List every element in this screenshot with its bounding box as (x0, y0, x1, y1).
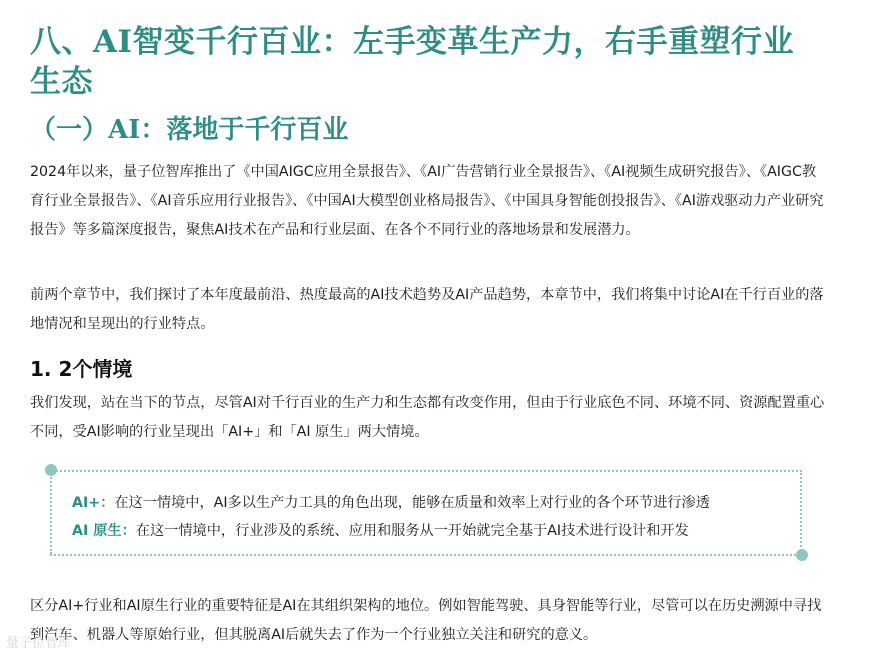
callout-border-bottom (50, 554, 800, 556)
ai-native-label: AI 原生： (72, 523, 136, 539)
ai-native-text: 在这一情境中，行业涉及的系统、应用和服务从一开始就完全基于AI技术进行设计和开发 (135, 523, 689, 539)
section-heading: （一）AI：落地于千行百业 (30, 115, 349, 145)
scenarios-paragraph: 我们发现，站在当下的节点，尽管AI对千行百业的生产力和生态都有改变作用，但由于行业底色不同、环境不同、资源配置重心不同，受AI影响的行业呈现出「AI+」和「AI 原生」两大情境。 (30, 395, 825, 440)
callout-border-right (800, 470, 802, 554)
callout-dot-bottom-right (796, 549, 808, 561)
callout-border-left (50, 470, 52, 554)
distinction-paragraph: 区分AI+行业和AI原生行业的重要特征是AI在其组织架构的地位。例如智能驾驶、具身智能等行业，尽管可以在历史溯源中寻找到汽车、机器人等原始行业，但其脱离AI后就失去了作为一个行业独立关注和研究的意义。 (30, 598, 822, 643)
ai-plus-label: AI+： (72, 495, 115, 511)
watermark: 量子位智库 (6, 636, 72, 651)
ai-plus-text: 在这一情境中，AI多以生产力工具的角色出现，能够在质量和效率上对行业的各个环节进行渗透 (114, 495, 710, 511)
callout-border-top (52, 470, 802, 472)
callout-ai-plus (72, 490, 710, 516)
callout-box (50, 470, 802, 556)
callout-dot-top-left (45, 464, 57, 476)
chapter-paragraph: 前两个章节中，我们探讨了本年度最前沿、热度最高的AI技术趋势及AI产品趋势，本章节中，我们将集中讨论AI在千行百业的落地情况和呈现出的行业特点。 (30, 287, 824, 332)
intro-paragraph: 2024年以来，量子位智库推出了《中国AIGC应用全景报告》、《AI广告营销行业全景报告》、《AI视频生成研究报告》、《AIGC教育行业全景报告》、《AI音乐应用行业报告》、《中国AI大模型创业格局报告》、《中国具身智能创投报告》、《AI游戏驱动力产业研究报告》等多篇深度报告，聚焦AI技术在产品和行业层面、在各个不同行业的落地场景和发展潜力。 (30, 164, 824, 238)
subsection-heading: 1. 2个情境 (30, 357, 133, 381)
chapter-heading: 八、AI智变千行百业：左手变革生产力，右手重塑行业生态 (30, 24, 795, 100)
callout-ai-native (72, 518, 689, 544)
